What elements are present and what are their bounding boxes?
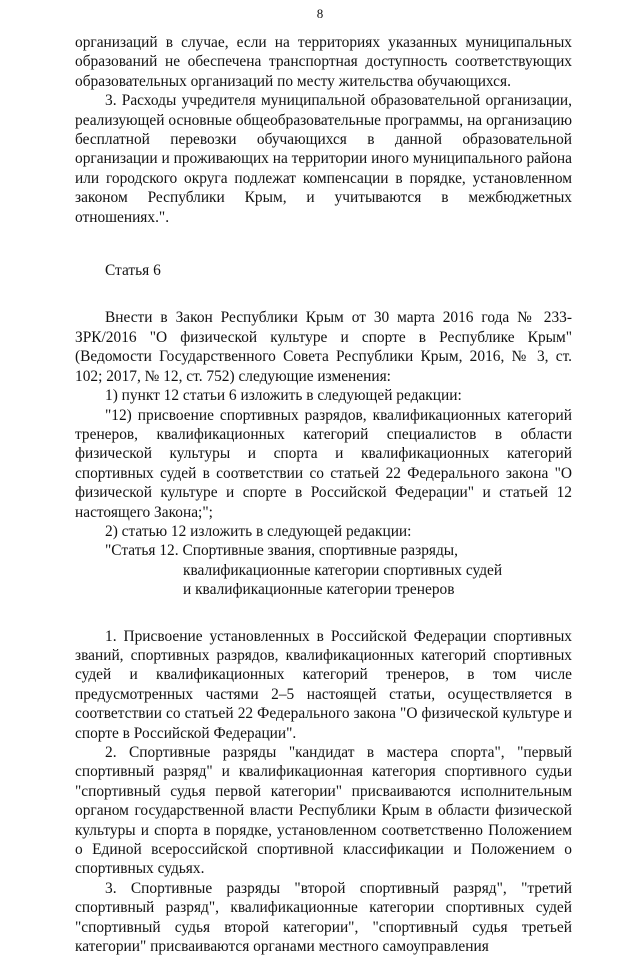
paragraph-expenses: 3. Расходы учредителя муниципальной образовательной организации, реализующей основные общеобразовательные программы, на организацию бесплатной перевозки обучающихся в данной образовательной организации и проживающих на территории иного муниципального района или городского округа подлежат компенсации в порядке, установленном законом Республики Крым, и учитываются в межбюджетных отношениях.".	[75, 92, 572, 226]
article-12-title-line: квалификационные категории спортивных судей	[183, 561, 503, 579]
article-12-title	[105, 541, 572, 599]
article-12-point-2: 2. Спортивные разряды "кандидат в мастера спорта", "первый спортивный разряд" и квалификационная категория спортивного судьи "спортивный судья первой категории" присваиваются исполнительным органом государственной власти Республики Крым в области физической культуры и спорта в порядке, установленном соответственно Положением о Единой всероссийской спортивной классификации и Положением о спортивных судьях.	[75, 744, 572, 878]
article-intro: Внести в Закон Республики Крым от 30 марта 2016 года № 233-ЗРК/2016 "О физической культуре и спорте в Республике Крым" (Ведомости Государственного Совета Республики Крым, 2016, № 3, ст. 102; 2017, № 12, ст. 752) следующие изменения:	[75, 309, 572, 385]
amendment-item-1: 1) пункт 12 статьи 6 изложить в следующей редакции:	[105, 387, 462, 405]
amendment-item-1-text: "12) присвоение спортивных разрядов, квалификационных категорий тренеров, квалификационных категорий специалистов в области физической культуры и спорта и квалификационных категорий спортивных судей в соответствии со статьей 22 Федерального закона "О физической культуре и спорте в Российской Федерации" и статьей 12 настоящего Закона;";	[75, 406, 572, 521]
amendment-item-2: 2) статью 12 изложить в следующей редакции:	[105, 522, 412, 540]
article-12-title-line: "Статья 12. Спортивные звания, спортивные разряды,	[105, 542, 458, 560]
paragraph-continuation: организаций в случае, если на территориях указанных муниципальных образований не обеспечена транспортная доступность соответствующих образовательных организаций по месту жительства обучающихся.	[75, 34, 572, 90]
article-12-title-line: и квалификационные категории тренеров	[183, 581, 455, 599]
article-12-point-1: 1. Присвоение установленных в Российской Федерации спортивных званий, спортивных разрядов, квалификационных категорий спортивных судей и квалификационных категорий тренеров, в том числе предусмотренных частями 2–5 настоящей статьи, осуществляется в соответствии со статьей 22 Федерального закона "О физической культуре и спорте в Российской Федерации".	[75, 627, 572, 742]
article-12-point-3: 3. Спортивные разряды "второй спортивный разряд", "третий спортивный разряд", квалификационные категории спортивных судей "спортивный судья второй категории", "спортивный судья третьей категории" присваиваются органами местного самоуправления	[75, 879, 572, 956]
page-number: 8	[316, 6, 324, 21]
article-heading: Статья 6	[105, 262, 161, 280]
document-body	[75, 33, 572, 956]
